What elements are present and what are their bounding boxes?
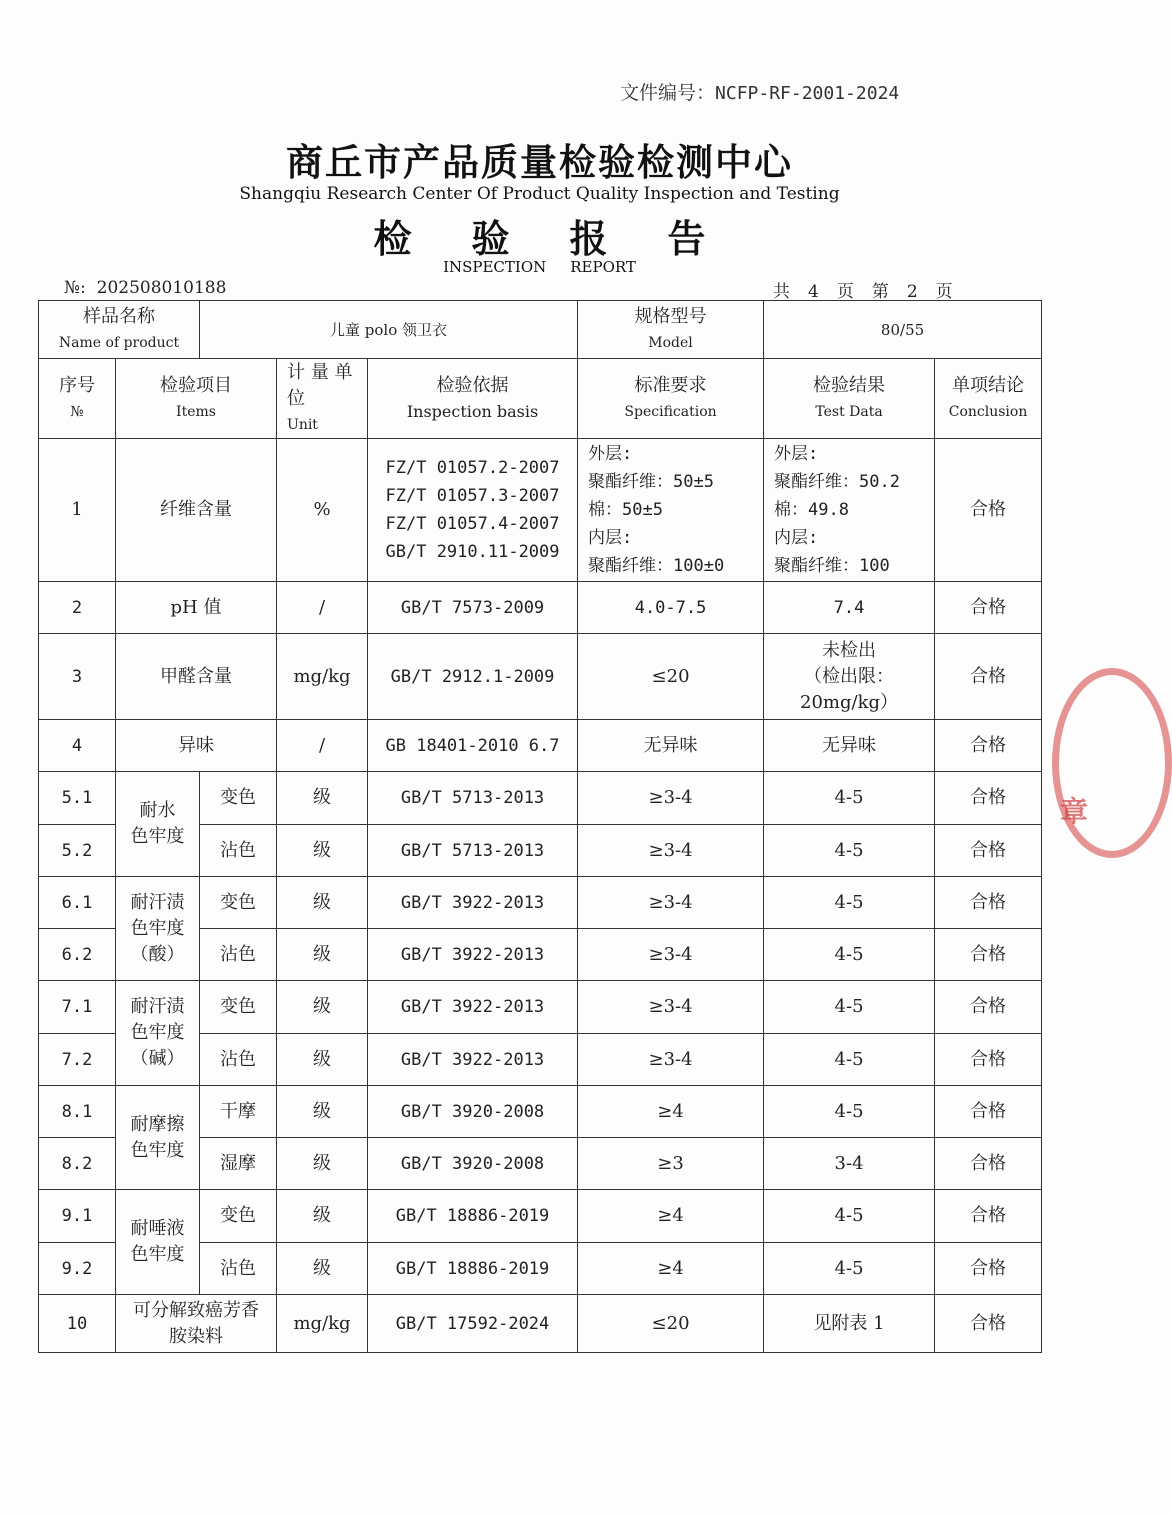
group-label-line: 耐摩擦 xyxy=(130,1113,185,1135)
spec-cell: ≥3-4 xyxy=(578,877,764,929)
product-name-label xyxy=(39,301,200,359)
col-spec xyxy=(578,359,764,439)
result-line: 20mg/kg） xyxy=(800,691,899,713)
conclusion-cell: 合格 xyxy=(935,772,1042,825)
result-cell: 4-5 xyxy=(764,1034,935,1086)
conclusion-cell: 合格 xyxy=(935,929,1042,981)
basis-cell: GB 18401-2010 6.7 xyxy=(368,720,578,772)
seq-cell: 8.2 xyxy=(39,1138,116,1190)
item-line: 胺染料 xyxy=(169,1325,223,1347)
sub-item-cell: 变色 xyxy=(200,772,277,825)
report-title-char: 报 xyxy=(569,217,608,261)
result-cell xyxy=(764,634,935,720)
label-cn: 检验结果 xyxy=(813,374,886,396)
label-en: Model xyxy=(648,334,693,351)
file-number-value: NCFP-RF-2001-2024 xyxy=(715,83,900,104)
page-info-text: 第 xyxy=(871,282,889,302)
basis-cell: GB/T 3922-2013 xyxy=(368,981,578,1034)
basis-cell: GB/T 3922-2013 xyxy=(368,877,578,929)
table-row xyxy=(39,1295,1042,1353)
result-line: （检出限： xyxy=(804,665,895,687)
basis-cell: GB/T 3920-2008 xyxy=(368,1086,578,1138)
result-line: 内层: xyxy=(774,528,819,548)
sub-item-cell: 干摩 xyxy=(200,1086,277,1138)
basis-line: GB/T 2910.11-2009 xyxy=(385,542,560,562)
spec-cell: ≥4 xyxy=(578,1190,764,1243)
spec-line: 外层: xyxy=(588,444,633,464)
result-cell: 4-5 xyxy=(764,877,935,929)
item-cell xyxy=(116,1295,277,1353)
seq-cell: 6.1 xyxy=(39,877,116,929)
spec-cell: ≥3-4 xyxy=(578,772,764,825)
label-cn: 检验依据 xyxy=(436,374,509,396)
unit-cell: 级 xyxy=(277,1138,368,1190)
report-number xyxy=(64,278,226,298)
group-label xyxy=(116,877,200,981)
unit-cell: mg/kg xyxy=(277,634,368,720)
seq-cell: 5.1 xyxy=(39,772,116,825)
table-row xyxy=(39,877,1042,929)
table-row xyxy=(39,1086,1042,1138)
spec-cell: ≥3 xyxy=(578,1138,764,1190)
group-label xyxy=(116,772,200,877)
group-label xyxy=(116,1086,200,1190)
table-row xyxy=(39,772,1042,825)
unit-cell: 级 xyxy=(277,1086,368,1138)
table-row xyxy=(39,439,1042,582)
sub-item-cell: 变色 xyxy=(200,1190,277,1243)
unit-cell: / xyxy=(277,582,368,634)
spec-line: 棉：50±5 xyxy=(588,500,663,520)
report-title-char: 验 xyxy=(471,217,510,261)
conclusion-cell: 合格 xyxy=(935,1138,1042,1190)
result-cell: 4-5 xyxy=(764,981,935,1034)
label-cn: 单项结论 xyxy=(952,374,1025,396)
spec-cell: ≥3-4 xyxy=(578,825,764,877)
unit-cell: 级 xyxy=(277,825,368,877)
seq-cell: 5.2 xyxy=(39,825,116,877)
spec-cell xyxy=(578,439,764,582)
result-cell: 3-4 xyxy=(764,1138,935,1190)
seq-cell: 4 xyxy=(39,720,116,772)
table-row xyxy=(39,720,1042,772)
result-line: 棉：49.8 xyxy=(774,500,849,520)
seq-cell: 9.2 xyxy=(39,1243,116,1295)
report-number-label: №: xyxy=(64,278,86,298)
page-current: 2 xyxy=(906,282,918,302)
group-label xyxy=(116,981,200,1086)
group-label-line: 耐水 xyxy=(139,800,176,821)
conclusion-cell: 合格 xyxy=(935,720,1042,772)
organization-name-cn: 商丘市产品质量检验检测中心 xyxy=(286,141,793,184)
basis-cell: GB/T 18886-2019 xyxy=(368,1190,578,1243)
result-cell: 4-5 xyxy=(764,825,935,877)
seq-cell: 3 xyxy=(39,634,116,720)
result-cell: 4-5 xyxy=(764,1086,935,1138)
item-cell: 纤维含量 xyxy=(116,439,277,582)
group-label-line: 色牢度 xyxy=(130,1244,185,1265)
group-label-line: 色牢度 xyxy=(130,1139,185,1161)
group-label-line: 耐唾液 xyxy=(130,1218,185,1239)
unit-cell: 级 xyxy=(277,877,368,929)
col-seq xyxy=(39,359,116,439)
table-row xyxy=(39,1190,1042,1243)
group-label-line: （酸） xyxy=(130,943,185,965)
spec-cell: ≥3-4 xyxy=(578,929,764,981)
label-en: Unit xyxy=(287,416,318,433)
unit-cell: 级 xyxy=(277,1243,368,1295)
basis-cell: GB/T 5713-2013 xyxy=(368,772,578,825)
spec-line: 聚酯纤维：50±5 xyxy=(588,472,714,492)
unit-cell: / xyxy=(277,720,368,772)
label-en: Conclusion xyxy=(948,403,1028,420)
basis-line: FZ/T 01057.2-2007 xyxy=(385,458,560,478)
spec-cell: 无异味 xyxy=(578,720,764,772)
seq-cell: 6.2 xyxy=(39,929,116,981)
seq-cell: 10 xyxy=(39,1295,116,1353)
conclusion-cell: 合格 xyxy=(935,1295,1042,1353)
spec-line: 聚酯纤维：100±0 xyxy=(588,556,725,576)
organization-name-en: Shangqiu Research Center Of Product Quality Inspection and Testing xyxy=(239,184,840,204)
file-number-label: 文件编号： xyxy=(620,82,716,104)
basis-cell: GB/T 3922-2013 xyxy=(368,929,578,981)
item-line: 可分解致癌芳香 xyxy=(133,1299,259,1321)
conclusion-cell: 合格 xyxy=(935,1086,1042,1138)
group-label-line: 耐汗渍 xyxy=(130,996,185,1017)
seq-cell: 7.1 xyxy=(39,981,116,1034)
page-total: 4 xyxy=(808,282,819,302)
conclusion-cell: 合格 xyxy=(935,877,1042,929)
group-label-line: 色牢度 xyxy=(130,826,185,847)
conclusion-cell: 合格 xyxy=(935,582,1042,634)
basis-cell: GB/T 2912.1-2009 xyxy=(368,634,578,720)
basis-cell xyxy=(368,439,578,582)
result-cell: 4-5 xyxy=(764,772,935,825)
col-unit xyxy=(277,359,368,439)
inspection-table xyxy=(38,300,1042,1353)
col-item xyxy=(116,359,277,439)
seq-cell: 2 xyxy=(39,582,116,634)
sub-item-cell: 沾色 xyxy=(200,1243,277,1295)
seal-text: 章 xyxy=(1060,795,1089,828)
result-line: 聚酯纤维：100 xyxy=(774,556,890,576)
group-label-line: 色牢度 xyxy=(130,1022,185,1043)
result-line: 外层: xyxy=(774,444,819,464)
label-en: Specification xyxy=(624,403,717,420)
label-cn: 标准要求 xyxy=(634,374,707,396)
table-row xyxy=(39,582,1042,634)
item-cell: pH 值 xyxy=(116,582,277,634)
conclusion-cell: 合格 xyxy=(935,1190,1042,1243)
table-row xyxy=(39,634,1042,720)
report-title-en-1: INSPECTION xyxy=(443,258,547,276)
sub-item-cell: 沾色 xyxy=(200,929,277,981)
basis-cell: GB/T 5713-2013 xyxy=(368,825,578,877)
label-cn: 样品名称 xyxy=(83,305,155,327)
basis-cell: GB/T 18886-2019 xyxy=(368,1243,578,1295)
col-conclusion xyxy=(935,359,1042,439)
unit-cell: 级 xyxy=(277,929,368,981)
page-info-text: 页 xyxy=(935,282,953,302)
result-line: 聚酯纤维：50.2 xyxy=(774,472,900,492)
spec-cell: ≤20 xyxy=(578,1295,764,1353)
page-info xyxy=(773,277,953,302)
spec-cell: ≥4 xyxy=(578,1086,764,1138)
seq-cell: 8.1 xyxy=(39,1086,116,1138)
spec-cell: ≥3-4 xyxy=(578,1034,764,1086)
unit-cell: % xyxy=(277,439,368,582)
seq-cell: 7.2 xyxy=(39,1034,116,1086)
spec-cell: ≥4 xyxy=(578,1243,764,1295)
report-number-value: 202508010188 xyxy=(96,278,227,298)
spec-cell: ≥3-4 xyxy=(578,981,764,1034)
table-row xyxy=(39,981,1042,1034)
group-label xyxy=(116,1190,200,1295)
result-cell: 无异味 xyxy=(764,720,935,772)
label-cn: 序号 xyxy=(59,374,95,396)
label-en: № xyxy=(70,403,84,420)
label-en: Items xyxy=(176,403,216,420)
label-cn: 规格型号 xyxy=(634,305,707,327)
file-number xyxy=(620,78,899,105)
model-value: 80/55 xyxy=(764,301,1042,359)
header-row xyxy=(39,359,1042,439)
seq-cell: 9.1 xyxy=(39,1190,116,1243)
spec-cell: 4.0-7.5 xyxy=(578,582,764,634)
label-cn: 检验项目 xyxy=(160,374,232,396)
result-cell: 4-5 xyxy=(764,1243,935,1295)
basis-line: FZ/T 01057.4-2007 xyxy=(385,514,560,534)
conclusion-cell: 合格 xyxy=(935,981,1042,1034)
sub-item-cell: 沾色 xyxy=(200,825,277,877)
report-title-char: 检 xyxy=(373,217,412,261)
col-basis xyxy=(368,359,578,439)
label-en: Inspection basis xyxy=(406,401,539,421)
basis-cell: GB/T 3920-2008 xyxy=(368,1138,578,1190)
sub-item-cell: 变色 xyxy=(200,981,277,1034)
basis-cell: GB/T 7573-2009 xyxy=(368,582,578,634)
model-label xyxy=(578,301,764,359)
label-cn: 位 xyxy=(287,387,306,409)
group-label-line: 耐汗渍 xyxy=(130,891,185,913)
result-line: 未检出 xyxy=(822,639,877,661)
result-cell: 见附表 1 xyxy=(764,1295,935,1353)
label-cn: 计 量 单 xyxy=(287,361,353,383)
conclusion-cell: 合格 xyxy=(935,1034,1042,1086)
page-info-text: 页 xyxy=(836,282,854,302)
result-cell: 4-5 xyxy=(764,929,935,981)
report-title-char: 告 xyxy=(667,217,706,261)
unit-cell: 级 xyxy=(277,772,368,825)
unit-cell: 级 xyxy=(277,1034,368,1086)
report-title-en xyxy=(0,258,1079,276)
col-result xyxy=(764,359,935,439)
result-cell: 4-5 xyxy=(764,1190,935,1243)
page-info-text: 共 xyxy=(773,282,790,302)
spec-cell: ≤20 xyxy=(578,634,764,720)
label-en: Test Data xyxy=(815,403,883,420)
basis-line: FZ/T 01057.3-2007 xyxy=(385,486,560,506)
group-label-line: 色牢度 xyxy=(130,917,185,939)
unit-cell: mg/kg xyxy=(277,1295,368,1353)
report-title-en-2: REPORT xyxy=(570,258,636,276)
report-title-cn xyxy=(0,208,1079,263)
sub-item-cell: 变色 xyxy=(200,877,277,929)
basis-cell: GB/T 3922-2013 xyxy=(368,1034,578,1086)
result-cell xyxy=(764,439,935,582)
conclusion-cell: 合格 xyxy=(935,439,1042,582)
sub-item-cell: 湿摩 xyxy=(200,1138,277,1190)
spec-line: 内层: xyxy=(588,528,633,548)
product-row xyxy=(39,301,1042,359)
unit-cell: 级 xyxy=(277,981,368,1034)
conclusion-cell: 合格 xyxy=(935,1243,1042,1295)
item-cell: 甲醛含量 xyxy=(116,634,277,720)
sub-item-cell: 沾色 xyxy=(200,1034,277,1086)
label-en: Name of product xyxy=(58,334,180,351)
item-cell: 异味 xyxy=(116,720,277,772)
product-name: 儿童 polo 领卫衣 xyxy=(200,301,578,359)
seq-cell: 1 xyxy=(39,439,116,582)
group-label-line: （碱） xyxy=(130,1048,185,1069)
conclusion-cell: 合格 xyxy=(935,634,1042,720)
conclusion-cell: 合格 xyxy=(935,825,1042,877)
basis-cell: GB/T 17592-2024 xyxy=(368,1295,578,1353)
result-cell: 7.4 xyxy=(764,582,935,634)
unit-cell: 级 xyxy=(277,1190,368,1243)
